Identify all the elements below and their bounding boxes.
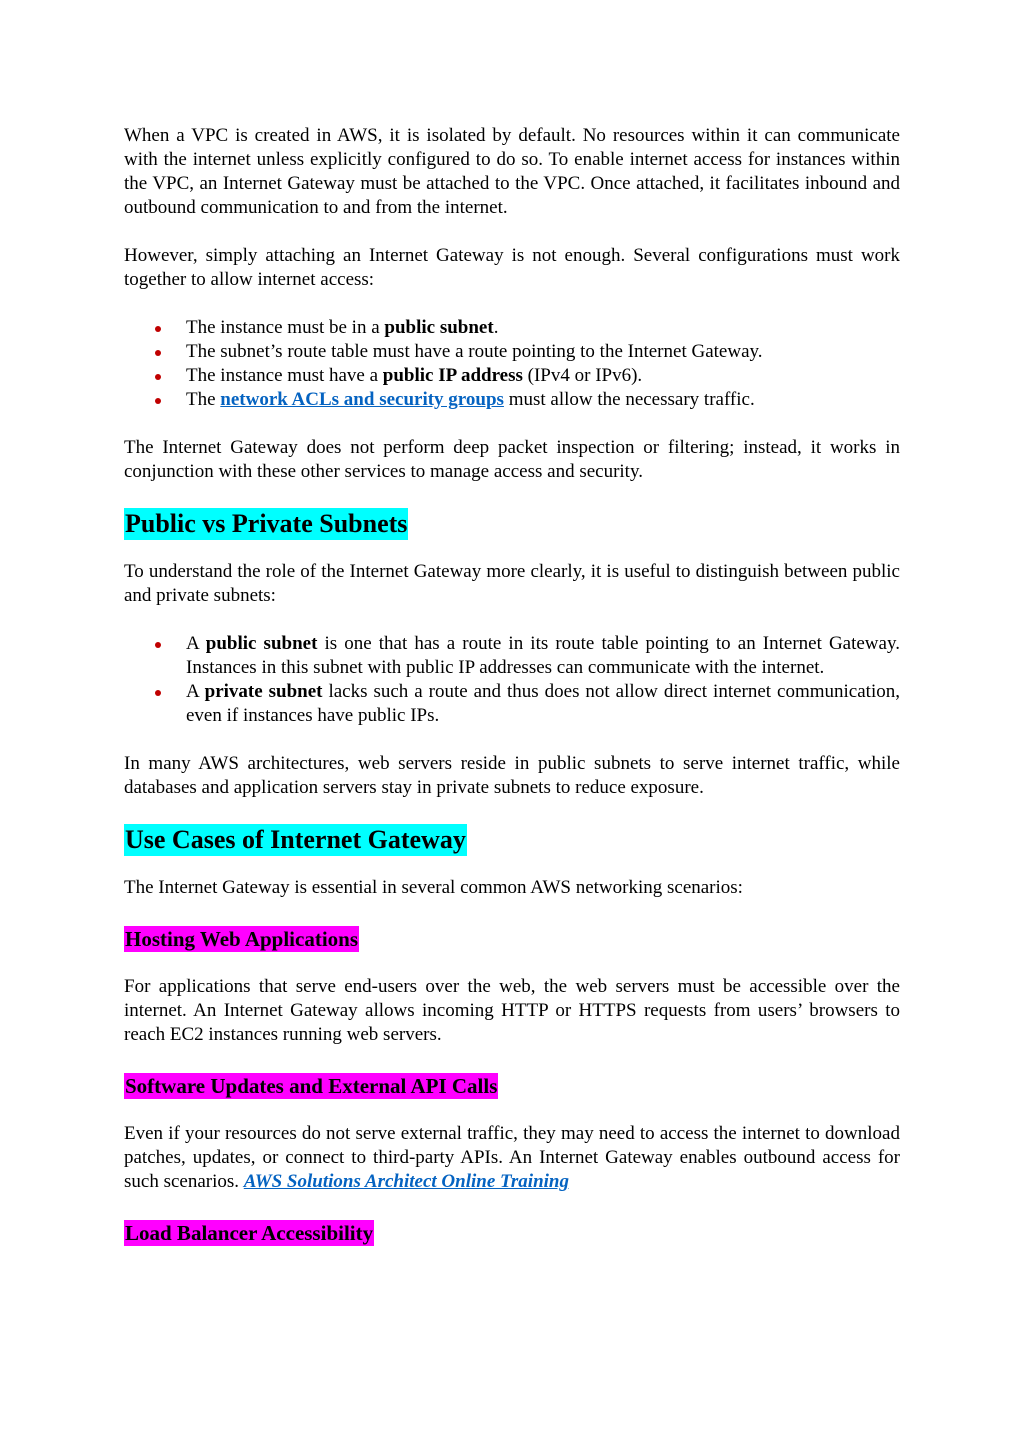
list-item: The instance must have a public IP address (IPv4 or IPv6). — [186, 364, 900, 388]
list-item: The instance must be in a public subnet. — [186, 316, 900, 340]
bold-term: public subnet — [384, 317, 494, 338]
updates-paragraph: Even if your resources do not serve external traffic, they may need to access the internet to download patches, updates, or connect to third-party APIs. An Internet Gateway enables outbound access for such scenarios. AWS Solutions Architect Online Training — [124, 1123, 900, 1192]
network-acls-link[interactable]: network ACLs and security groups — [220, 389, 504, 410]
requirements-paragraph: However, simply attaching an Internet Gateway is not enough. Several configurations must work together to allow internet access: — [124, 245, 900, 290]
subnets-list — [124, 632, 900, 728]
list-item: The subnet’s route table must have a route pointing to the Internet Gateway. — [186, 340, 900, 364]
bold-term: private subnet — [204, 681, 323, 702]
heading-load-balancer: Load Balancer Accessibility — [125, 1221, 374, 1245]
list-item: The network ACLs and security groups must allow the necessary traffic. — [186, 388, 900, 412]
architecture-paragraph: In many AWS architectures, web servers reside in public subnets to serve internet traffic, while databases and application servers stay in private subnets to reduce exposure. — [124, 753, 900, 798]
security-paragraph: The Internet Gateway does not perform deep packet inspection or filtering; instead, it works in conjunction with these other services to manage access and security. — [124, 437, 900, 482]
document-page — [124, 124, 900, 1247]
bold-term: public subnet — [205, 633, 318, 654]
bold-term: public IP address — [382, 365, 523, 386]
requirements-list — [124, 316, 900, 412]
hosting-paragraph: For applications that serve end-users over the web, the web servers must be accessible over the internet. An Internet Gateway allows incoming HTTP or HTTPS requests from users’ browsers to reach EC2 instances running web servers. — [124, 976, 900, 1045]
aws-training-link[interactable]: AWS Solutions Architect Online Training — [243, 1171, 569, 1192]
list-item: A private subnet lacks such a route and thus does not allow direct internet communication, even if instances have public IPs. — [186, 681, 900, 726]
heading-software-updates: Software Updates and External API Calls — [125, 1074, 498, 1098]
heading-public-private-subnets: Public vs Private Subnets — [125, 509, 408, 538]
use-cases-intro-paragraph: The Internet Gateway is essential in several common AWS networking scenarios: — [124, 877, 743, 898]
intro-paragraph: When a VPC is created in AWS, it is isolated by default. No resources within it can communicate with the internet unless explicitly configured to do so. To enable internet access for instances within the VPC, an Internet Gateway must be attached to the VPC. Once attached, it facilitates inbound and outbound communication to and from the internet. — [124, 125, 900, 218]
heading-hosting-web-applications: Hosting Web Applications — [125, 927, 359, 951]
heading-use-cases: Use Cases of Internet Gateway — [125, 825, 466, 854]
list-item: A public subnet is one that has a route in its route table pointing to an Internet Gateway. Instances in this subnet with public IP addresses can communicate with the internet. — [186, 633, 900, 678]
subnets-intro-paragraph: To understand the role of the Internet Gateway more clearly, it is useful to distinguish between public and private subnets: — [124, 561, 900, 606]
